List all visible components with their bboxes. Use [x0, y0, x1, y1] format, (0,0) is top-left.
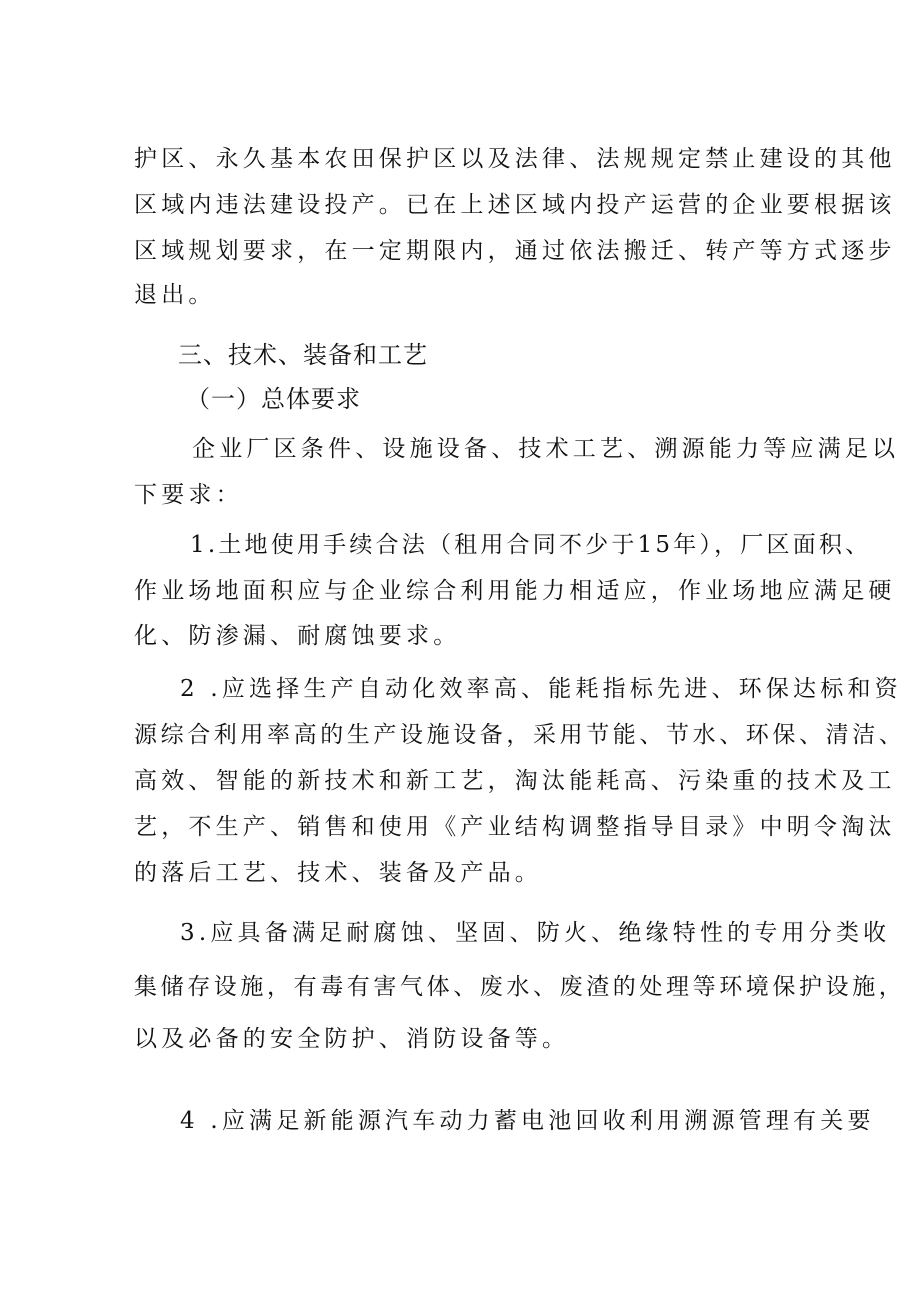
- item2-line-2: 源综合利用率高的生产设施设备，采用节能、节水、环保、清洁、: [134, 722, 906, 748]
- item2-line-1: 2 .应选择生产自动化效率高、能耗指标先进、环保达标和资: [180, 676, 902, 702]
- requirement-intro-line-1: 企业厂区条件、设施设备、技术工艺、溯源能力等应满足以: [192, 436, 900, 462]
- section-heading: 三、技术、装备和工艺: [178, 341, 428, 369]
- requirement-intro-line-2: 下要求：: [134, 482, 243, 508]
- intro-line-1: 护区、永久基本农田保护区以及法律、法规规定禁止建设的其他: [134, 146, 896, 172]
- item3-line-2: 集储存设施，有毒有害气体、废水、废渣的处理等环境保护设施，: [134, 974, 906, 1000]
- item2-line-4: 艺，不生产、销售和使用《产业结构调整指导目录》中明令淘汰: [134, 814, 896, 840]
- intro-line-3: 区域规划要求，在一定期限内，通过依法搬迁、转产等方式逐步: [134, 238, 896, 264]
- item2-line-3: 高效、智能的新技术和新工艺，淘汰能耗高、污染重的技术及工: [134, 768, 896, 794]
- item3-line-1: 3.应具备满足耐腐蚀、坚固、防火、绝缘特性的专用分类收: [180, 920, 891, 946]
- subsection-heading: （一）总体要求: [186, 385, 361, 413]
- item1-line-2: 作业场地面积应与企业综合利用能力相适应，作业场地应满足硬: [134, 578, 896, 604]
- item1-line-3: 化、防渗漏、耐腐蚀要求。: [134, 623, 461, 649]
- item3-line-3: 以及必备的安全防护、消防设备等。: [134, 1026, 570, 1052]
- intro-line-2: 区域内违法建设投产。已在上述区域内投产运营的企业要根据该: [134, 192, 896, 218]
- item2-line-5: 的落后工艺、技术、装备及产品。: [134, 860, 542, 886]
- item4-line-1: 4 .应满足新能源汽车动力蓄电池回收利用溯源管理有关要: [180, 1108, 875, 1134]
- intro-line-4: 退出。: [134, 282, 216, 308]
- item1-line-1: 1.土地使用手续合法（租用合同不少于15年），厂区面积、: [190, 532, 872, 558]
